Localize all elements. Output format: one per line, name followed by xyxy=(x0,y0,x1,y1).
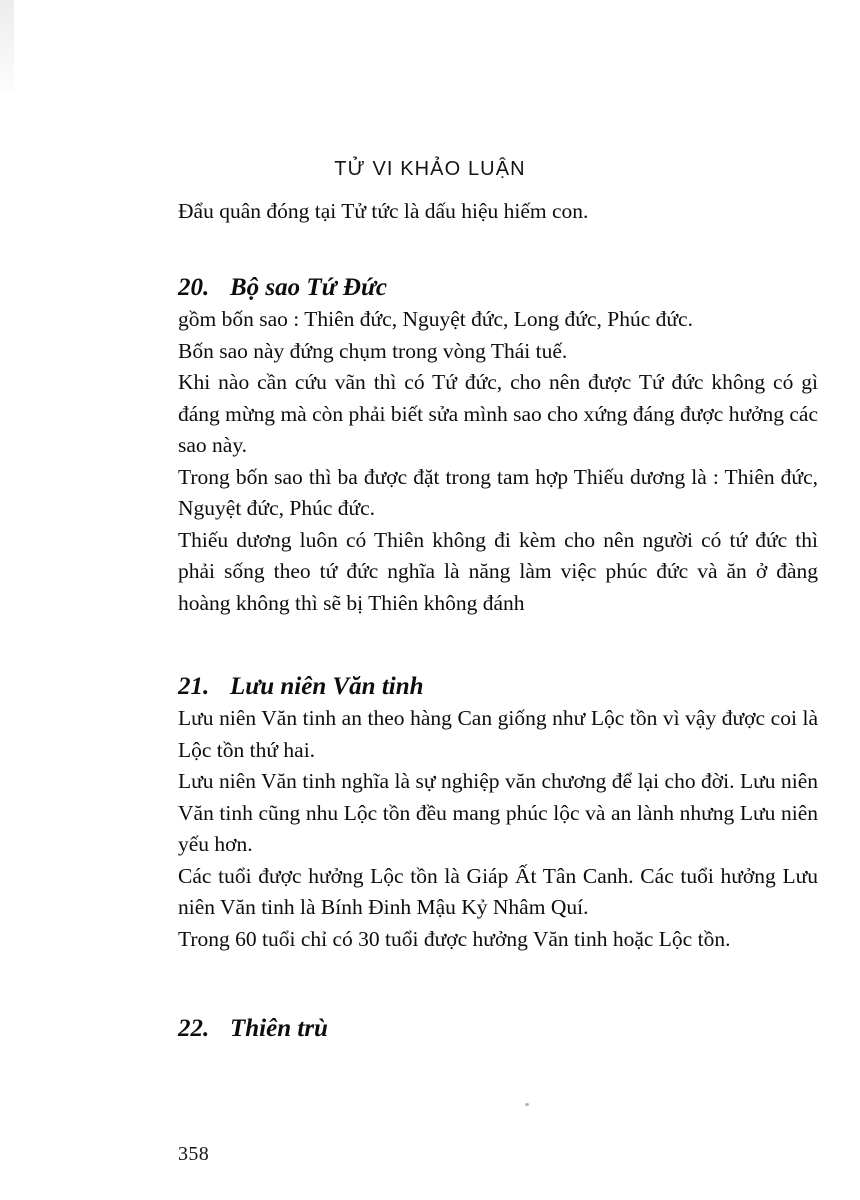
section-title-21: Lưu niên Văn tinh xyxy=(230,673,424,700)
scan-artifact-speck xyxy=(525,1103,529,1106)
scan-artifact-smudge xyxy=(0,0,14,92)
running-head: TỬ VI KHẢO LUẬN xyxy=(334,158,526,180)
paragraph: Bốn sao này đứng chụm trong vòng Thái tuế. xyxy=(178,338,568,363)
continuation-line: Đẩu quân đóng tại Tử tức là dấu hiệu hiếm con. xyxy=(178,199,589,223)
section-number-22: 22. xyxy=(178,1015,210,1042)
section-number-21: 21. xyxy=(178,673,210,700)
page-body xyxy=(178,196,818,1045)
paragraph: Khi nào cần cứu vãn thì có Tứ đức, cho nên được Tứ đức không có gì đáng mừng mà còn phải biết sửa mình sao cho xứng đáng được hưởng các sao này. xyxy=(178,370,818,457)
paragraph: Thiếu dương luôn có Thiên không đi kèm cho nên người có tứ đức thì phải sống theo tứ đức nghĩa là năng làm việc phúc đức và ăn ở đàng hoàng không thì sẽ bị Thiên không đánh xyxy=(178,527,818,615)
section-title-20: Bộ sao Tứ Đức xyxy=(230,274,388,301)
section-number-20: 20. xyxy=(178,274,210,301)
section-title-22: Thiên trù xyxy=(230,1015,328,1042)
paragraph: Các tuổi được hưởng Lộc tồn là Giáp Ất Tân Canh. Các tuổi hưởng Lưu niên Văn tinh là Bính Đinh Mậu Kỷ Nhâm Quí. xyxy=(178,863,818,919)
section-heading-22 xyxy=(178,1013,818,1045)
paragraph: Trong 60 tuổi chỉ có 30 tuổi được hưởng Văn tinh hoặc Lộc tồn. xyxy=(178,926,731,951)
section-heading-21 xyxy=(178,671,818,703)
paragraph: Lưu niên Văn tinh nghĩa là sự nghiệp văn chương để lại cho đời. Lưu niên Văn tinh cũng nhu Lộc tồn đều mang phúc lộc và an lành nhưng Lưu niên yếu hơn. xyxy=(178,769,818,856)
section-heading-20 xyxy=(178,272,818,304)
page-number: 358 xyxy=(178,1143,210,1165)
paragraph: Trong bốn sao thì ba được đặt trong tam hợp Thiếu dương là : Thiên đức, Nguyệt đức, Phúc đức. xyxy=(178,464,818,520)
paragraph: Lưu niên Văn tinh an theo hàng Can giống như Lộc tồn vì vậy được coi là Lộc tồn thứ hai. xyxy=(178,706,818,762)
paragraph: gồm bốn sao : Thiên đức, Nguyệt đức, Long đức, Phúc đức. xyxy=(178,307,693,331)
